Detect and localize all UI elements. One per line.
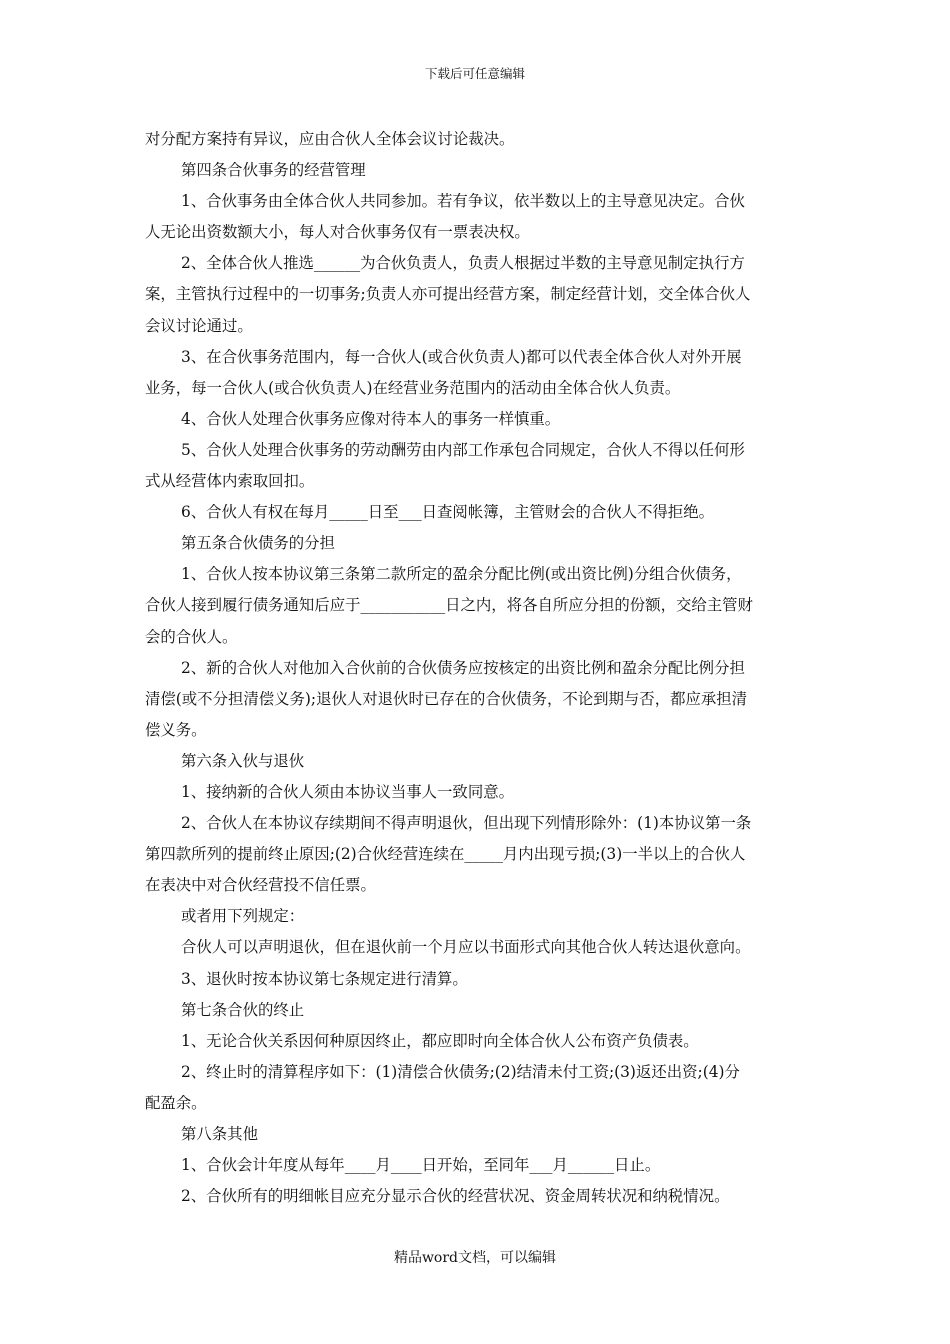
text-line: 第六条入伙与退伙 bbox=[181, 751, 305, 770]
text-line: 2、合伙所有的明细帐目应充分显示合伙的经营状况、资金周转状况和纳税情况。 bbox=[181, 1187, 730, 1206]
text-line: 3、在合伙事务范围内，每一合伙人(或合伙负责人)都可以代表全体合伙人对外开展 bbox=[181, 347, 742, 366]
text-line: 配盈余。 bbox=[145, 1093, 207, 1112]
text-line: 1、合伙会计年度从每年____月____日开始，至同年___月______日止。 bbox=[181, 1156, 661, 1175]
text-line: 合伙人接到履行债务通知后应于___________日之内，将各自所应分担的份额，交给主管财 bbox=[145, 596, 753, 615]
text-line: 第五条合伙债务的分担 bbox=[181, 534, 335, 553]
text-line: 2、全体合伙人推选______为合伙负责人，负责人根据过半数的主导意见制定执行方 bbox=[181, 254, 745, 273]
text-line: 会议讨论通过。 bbox=[145, 316, 253, 335]
text-line: 1、合伙事务由全体合伙人共同参加。若有争议，依半数以上的主导意见决定。合伙 bbox=[181, 192, 745, 211]
text-line: 4、合伙人处理合伙事务应像对待本人的事务一样慎重。 bbox=[181, 409, 561, 428]
text-line: 或者用下列规定： bbox=[181, 907, 305, 926]
text-line: 业务，每一合伙人(或合伙负责人)在经营业务范围内的活动由全体合伙人负责。 bbox=[145, 378, 681, 397]
document-body bbox=[145, 124, 805, 1212]
text-line: 会的合伙人。 bbox=[145, 627, 238, 646]
text-line: 式从经营体内索取回扣。 bbox=[145, 472, 315, 491]
text-line: 第八条其他 bbox=[181, 1125, 258, 1143]
text-line: 合伙人可以声明退伙，但在退伙前一个月应以书面形式向其他合伙人转达退伙意向。 bbox=[181, 938, 751, 957]
text-line: 3、退伙时按本协议第七条规定进行清算。 bbox=[181, 969, 468, 988]
text-line: 5、合伙人处理合伙事务的劳动酬劳由内部工作承包合同规定，合伙人不得以任何形 bbox=[181, 440, 745, 459]
text-line: 清偿(或不分担清偿义务);退伙人对退伙时已存在的合伙债务，不论到期与否，都应承担清 bbox=[145, 689, 748, 708]
text-line: 1、合伙人按本协议第三条第二款所定的盈余分配比例(或出资比例)分组合伙债务， bbox=[181, 565, 742, 584]
text-line: 第四条合伙事务的经营管理 bbox=[181, 161, 366, 180]
text-line: 第七条合伙的终止 bbox=[181, 1000, 305, 1019]
page-header: 下载后可任意编辑 bbox=[424, 66, 525, 81]
text-line: 2、合伙人在本协议存续期间不得声明退伙，但出现下列情形除外：(1)本协议第一条 bbox=[181, 814, 752, 833]
text-line: 案，主管执行过程中的一切事务;负责人亦可提出经营方案，制定经营计划，交全体合伙人 bbox=[145, 285, 751, 304]
text-line: 2、终止时的清算程序如下：(1)清偿合伙债务;(2)结清未付工资;(3)返还出资;(4)分 bbox=[181, 1062, 740, 1081]
text-line: 6、合伙人有权在每月_____日至___日查阅帐簿，主管财会的合伙人不得拒绝。 bbox=[181, 503, 715, 522]
text-line: 第四款所列的提前终止原因;(2)合伙经营连续在_____月内出现亏损;(3)一半以上的合伙人 bbox=[145, 845, 746, 864]
text-line: 1、无论合伙关系因何种原因终止，都应即时向全体合伙人公布资产负债表。 bbox=[181, 1031, 699, 1050]
page-footer: 精品word文档，可以编辑 bbox=[393, 1250, 557, 1266]
text-line: 偿义务。 bbox=[145, 720, 207, 739]
text-line: 对分配方案持有异议，应由合伙人全体会议讨论裁决。 bbox=[145, 130, 515, 148]
text-line: 1、接纳新的合伙人须由本协议当事人一致同意。 bbox=[181, 782, 514, 801]
text-line: 人无论出资数额大小，每人对合伙事务仅有一票表决权。 bbox=[145, 223, 530, 242]
text-line: 在表决中对合伙经营投不信任票。 bbox=[145, 876, 376, 895]
text-line: 2、新的合伙人对他加入合伙前的合伙债务应按核定的出资比例和盈余分配比例分担 bbox=[181, 658, 745, 677]
